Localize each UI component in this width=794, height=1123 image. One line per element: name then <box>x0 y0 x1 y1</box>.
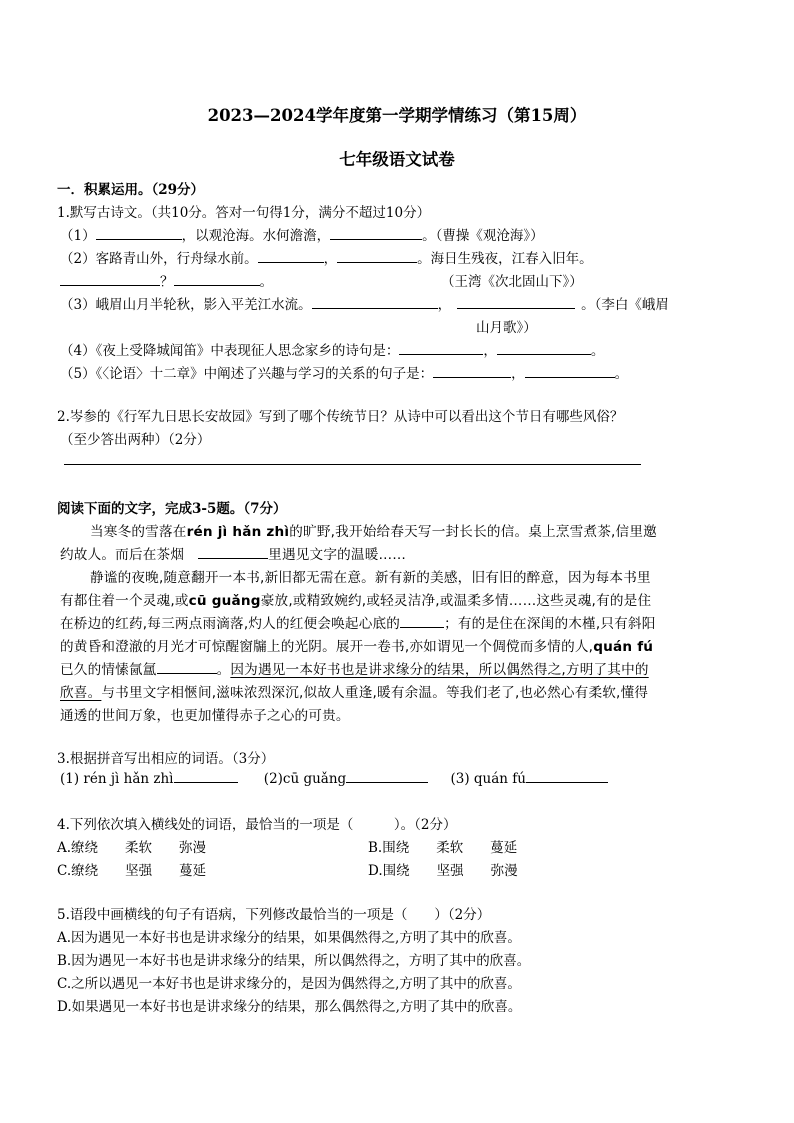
q3-stem: 3.根据拼音写出相应的词语。（3分） <box>57 751 275 767</box>
answer-blank[interactable] <box>157 661 217 674</box>
exam-subtitle: 七年级语文试卷 <box>339 150 455 169</box>
underlined-sentence-end: 欣喜。 <box>60 685 102 701</box>
answer-blank[interactable] <box>330 227 422 240</box>
q1-stem: 1.默写古诗文。（共10分。答对一句得1分，满分不超过10分） <box>57 205 431 221</box>
q1-line-2: （2）客路青山外，行舟绿水前。 ， 。海日生残夜，江春入旧年。 <box>60 251 593 267</box>
pinyin-text: cū guǎng <box>188 593 261 609</box>
answer-blank[interactable] <box>96 227 182 240</box>
answer-blank[interactable] <box>60 273 160 286</box>
passage-line: 在桥边的红药,每三两点雨滴落,灼人的红便会唤起心底的 ；有的是住在深闺的木槿,只有斜阳 <box>60 616 656 632</box>
q1-line-1: （1） ，以观沧海。水何澹澹， 。（曹操《观沧海》） <box>60 228 544 244</box>
answer-blank[interactable] <box>337 250 417 263</box>
passage-line: 的黄昏和澄澈的月光才可惊醒窗牖上的光阴。展开一卷书,亦如谓见一个倜傥而多情的人,quán fú <box>60 639 654 655</box>
passage-line: 欣喜。与书里文字相愜间,滋味浓烈深沉,似故人重逢,暖有余温。等我们老了,也必然心有柔软,懂得 <box>60 685 649 701</box>
answer-blank[interactable] <box>497 342 591 355</box>
q2-line-1: 2.岑参的《行军九日思长安故园》写到了哪个传统节日？从诗中可以看出这个节日有哪些风俗？ <box>57 409 624 425</box>
answer-blank[interactable] <box>174 273 260 286</box>
answer-blank[interactable] <box>457 296 575 309</box>
q4-option-b[interactable]: B.围绕 柔软 蔓延 <box>368 840 518 856</box>
answer-blank[interactable] <box>399 342 483 355</box>
q1-line-4: （3）峨眉山月半轮秋，影入平羌江水流。 ， 。（李白《峨眉 <box>60 297 669 313</box>
q5-option-b[interactable]: B.因为遇见一本好书也是讲求缘分的结果，所以偶然得之，方明了其中的欣喜。 <box>57 953 531 969</box>
answer-blank[interactable] <box>312 296 438 309</box>
passage-line: 约故人。而后在茶烟 里遇见文字的温暖…… <box>60 547 407 563</box>
answer-blank[interactable] <box>174 770 238 783</box>
q2-answer-line[interactable] <box>64 464 641 465</box>
passage-line: 当寒冬的雪落在rén jì hǎn zhì的旷野,我开始给春天写一封长长的信。桌上烹雪煮茶,信里邀 <box>90 524 657 540</box>
q5-option-d[interactable]: D.如果遇见一本好书也是讲求缘分的结果，那么偶然得之,方明了其中的欣喜。 <box>57 999 522 1015</box>
q1-line-6: （5）《〈论语〉十二章》中阐述了兴趣与学习的关系的句子是： ， 。 <box>60 366 629 382</box>
q1-line-3-source: （王湾《次北固山下》） <box>441 274 583 290</box>
exam-title: 2023—2024学年度第一学期学情练习（第15周） <box>207 106 587 125</box>
passage-line: 有都住着一个灵魂,或cū guǎng豪放,或精致婉约,或轻灵洁净,或温柔多情……这些灵魂,有的是住 <box>60 593 652 609</box>
passage-line: 已久的情愫氤氲 。因为遇见一本好书也是讲求缘分的结果，所以偶然得之,方明了其中的 <box>60 662 649 678</box>
answer-blank[interactable] <box>400 615 444 628</box>
q2-line-2: （至少答出两种）（2分） <box>60 432 211 448</box>
q4-option-d[interactable]: D.围绕 坚强 弥漫 <box>368 863 518 879</box>
q4-stem: 4.下列依次填入横线处的词语，最恰当的一项是（ ）。（2分） <box>57 817 457 833</box>
passage-line: 通透的世间万象，也更加懂得赤子之心的可贵。 <box>60 708 350 724</box>
answer-blank[interactable] <box>525 365 615 378</box>
q4-option-c[interactable]: C.缭绕 坚强 蔓延 <box>57 863 207 879</box>
q5-stem: 5.语段中画横线的句子有语病，下列修改最恰当的一项是（ ）（2分） <box>57 907 491 923</box>
q4-option-a[interactable]: A.缭绕 柔软 弥漫 <box>57 840 207 856</box>
q5-option-a[interactable]: A.因为遇见一本好书也是讲求缘分的结果，如果偶然得之,方明了其中的欣喜。 <box>57 930 521 946</box>
pinyin-text: rén jì hǎn zhì <box>186 524 290 540</box>
q3-answers: (1) rén jì hǎn zhì (2)cū guǎng (3) quán fú <box>60 770 608 787</box>
reading-heading: 阅读下面的文字，完成3-5题。（7分） <box>57 501 287 517</box>
answer-blank[interactable] <box>198 546 268 559</box>
q1-line-3: ？ 。 <box>60 270 273 290</box>
passage-line: 静谧的夜晚,随意翻开一本书,新旧都无需在意。新有新的美感，旧有旧的醉意，因为每本书里 <box>90 570 651 586</box>
section-heading: 一．积累运用。（29分） <box>57 182 205 198</box>
pinyin-text: quán fú <box>593 639 654 655</box>
q1-line-5: （4）《夜上受降城闻笛》中表现征人思念家乡的诗句是： ， 。 <box>60 343 605 359</box>
answer-blank[interactable] <box>433 365 511 378</box>
q1-line-4-source: 山月歌》） <box>476 320 537 336</box>
underlined-sentence: 因为遇见一本好书也是讲求缘分的结果，所以偶然得之,方明了其中的 <box>230 662 649 678</box>
answer-blank[interactable] <box>346 770 428 783</box>
answer-blank[interactable] <box>526 770 608 783</box>
q5-option-c[interactable]: C.之所以遇见一本好书也是讲求缘分的，是因为偶然得之,方明了其中的欣喜。 <box>57 976 521 992</box>
answer-blank[interactable] <box>258 250 324 263</box>
